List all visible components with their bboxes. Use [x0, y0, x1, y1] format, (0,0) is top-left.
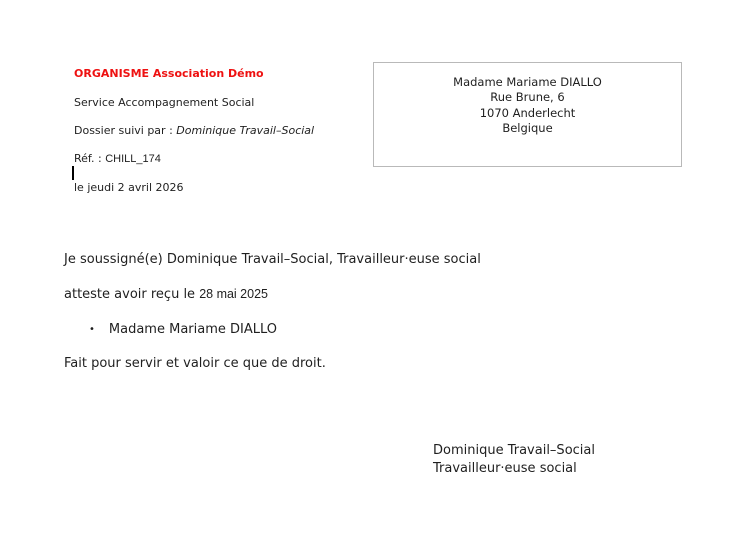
recipient-name: Madame Mariame DIALLO: [453, 75, 602, 89]
body-closing-line: Fait pour servir et valoir ce que de droit.: [64, 356, 326, 371]
body-atteste-line: [64, 287, 268, 302]
reference-value: CHILL_174: [105, 153, 161, 165]
organisme-title: ORGANISME Association Démo: [74, 67, 264, 80]
recipient-address-box: [373, 62, 682, 167]
signature-name: Dominique Travail–Social: [433, 443, 595, 458]
service-name: Service Accompagnement Social: [74, 96, 255, 109]
bullet-list-item: [89, 322, 277, 337]
signature-role: Travailleur·euse social: [433, 460, 577, 476]
dossier-suivi-value: Dominique Travail–Social: [176, 124, 315, 137]
dossier-suivi-label: Dossier suivi par :: [74, 124, 177, 137]
atteste-prefix: atteste avoir reçu le: [64, 287, 200, 302]
recipient-country: Belgique: [502, 121, 553, 136]
signature-block: [433, 442, 595, 477]
reference-label: Réf. :: [74, 152, 106, 165]
atteste-date: 28 mai 2025: [199, 287, 268, 301]
body-intro-line: Je soussigné(e) Dominique Travail–Social, Travailleur·euse social: [64, 252, 481, 267]
bullet-icon: •: [89, 324, 95, 335]
text-caret: [72, 166, 74, 180]
recipient-street: Rue Brune, 6: [490, 90, 565, 105]
bullet-item-text: Madame Mariame DIALLO: [108, 322, 277, 337]
recipient-city: 1070 Anderlecht: [479, 105, 576, 120]
letter-date: le jeudi 2 avril 2026: [74, 181, 184, 194]
dossier-suivi-line: [74, 124, 314, 137]
reference-line: [74, 152, 161, 165]
